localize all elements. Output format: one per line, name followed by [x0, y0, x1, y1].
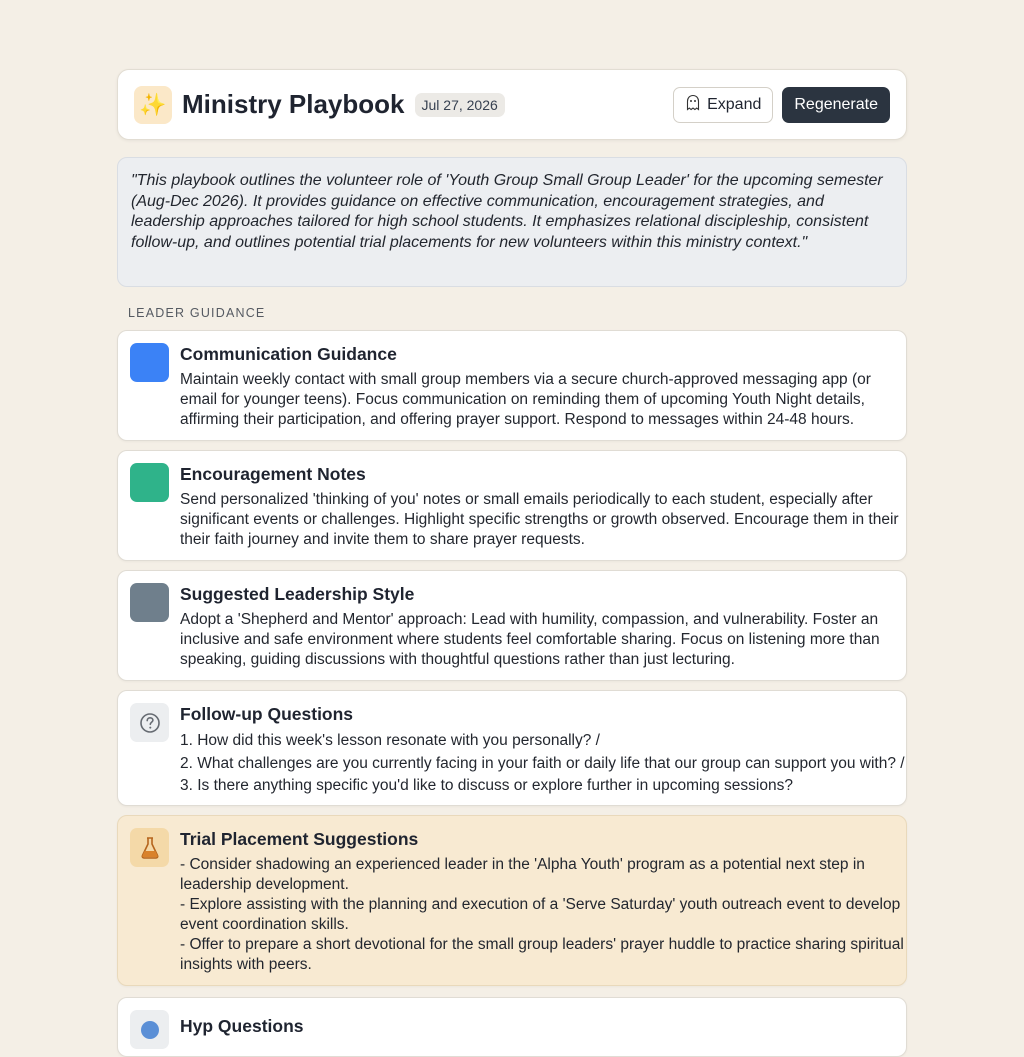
body-line: - Offer to prepare a short devotional for the small group leaders' prayer huddle to practice sharing spiritual: [180, 936, 904, 953]
summary-line: follow-up, and outlines potential trial placements for new volunteers within this ministry context.": [131, 233, 808, 251]
question-item: 3. Is there anything specific you'd like to discuss or explore further in upcoming sessions?: [180, 777, 793, 794]
color-swatch-blue: [130, 343, 169, 382]
card-trial-placement: [117, 815, 907, 986]
body-line: - Explore assisting with the planning and execution of a 'Serve Saturday' youth outreach event to develop: [180, 896, 901, 913]
color-swatch-green: [130, 463, 169, 502]
flask-icon: [130, 828, 169, 867]
card-body: [180, 610, 888, 670]
card-body: [180, 370, 888, 430]
body-line: Send personalized 'thinking of you' notes or small emails periodically to each student, especially after: [180, 491, 873, 508]
card-title: Communication Guidance: [180, 344, 397, 364]
summary-line: (Aug-Dec 2026). It provides guidance on effective communication, encouragement strategies, and: [131, 192, 824, 210]
card-leadership: [117, 570, 907, 681]
body-line: their faith journey and invite them to share prayer requests.: [180, 531, 585, 548]
card-communication: [117, 330, 907, 441]
color-swatch-slate: [130, 583, 169, 622]
card-title: Follow-up Questions: [180, 704, 354, 724]
question-item: 2. What challenges are you currently facing in your faith or daily life that our group can support you with? /: [180, 754, 905, 772]
section-label: LEADER GUIDANCE: [128, 306, 266, 320]
info-circle-icon: [130, 1010, 169, 1049]
card-body: [180, 490, 899, 550]
card-title: Trial Placement Suggestions: [180, 829, 419, 849]
summary-line: "This playbook outlines the volunteer role of 'Youth Group Small Group Leader' for the upcoming semester: [131, 172, 883, 189]
body-line: speaking, guiding discussions with thoughtful questions rather than just lecturing.: [180, 651, 735, 668]
body-line: inclusive and safe environment where students feel comfortable sharing. Focus on listening more than: [180, 631, 880, 648]
card-partial: [117, 997, 907, 1057]
header-bar: [117, 69, 907, 140]
body-line: affirming their participation, and offering prayer support. Respond to messages within 24-48 hours.: [180, 411, 855, 428]
summary-quote: [117, 157, 907, 287]
sparkles-icon: ✨: [134, 86, 172, 124]
card-body: [180, 730, 905, 798]
date-badge: Jul 27, 2026: [415, 93, 505, 117]
expand-button[interactable]: [673, 87, 773, 123]
question-circle-icon: [130, 703, 169, 742]
body-line: insights with peers.: [180, 956, 312, 973]
card-followup-questions: [117, 690, 907, 806]
body-line: event coordination skills.: [180, 916, 349, 933]
card-encouragement: [117, 450, 907, 561]
body-line: leadership development.: [180, 876, 349, 893]
body-line: Maintain weekly contact with small group members via a secure church-approved messaging app (or: [180, 371, 871, 388]
body-line: email for younger teens). Focus communication on reminding them of upcoming Youth Night details,: [180, 391, 865, 408]
card-body: [180, 855, 904, 975]
ghost-icon: [685, 94, 701, 116]
summary-line: leadership approaches tailored for high school students. It emphasizes relational discipleship, consistent: [131, 213, 869, 230]
question-item: 1. How did this week's lesson resonate with you personally? /: [180, 732, 600, 749]
card-title: Suggested Leadership Style: [180, 584, 415, 604]
expand-label: Expand: [707, 95, 762, 113]
page-title: Ministry Playbook: [182, 89, 405, 119]
card-title: Hyp Questions: [180, 1016, 304, 1036]
body-line: - Consider shadowing an experienced leader in the 'Alpha Youth' program as a potential next step in: [180, 856, 865, 873]
regenerate-button[interactable]: Regenerate: [782, 87, 890, 123]
body-line: significant events or challenges. Highlight specific strengths or growth observed. Encourage them in their: [180, 511, 899, 528]
body-line: Adopt a 'Shepherd and Mentor' approach: Lead with humility, compassion, and vulnerability. Foster an: [180, 611, 879, 628]
card-title: Encouragement Notes: [180, 464, 366, 484]
